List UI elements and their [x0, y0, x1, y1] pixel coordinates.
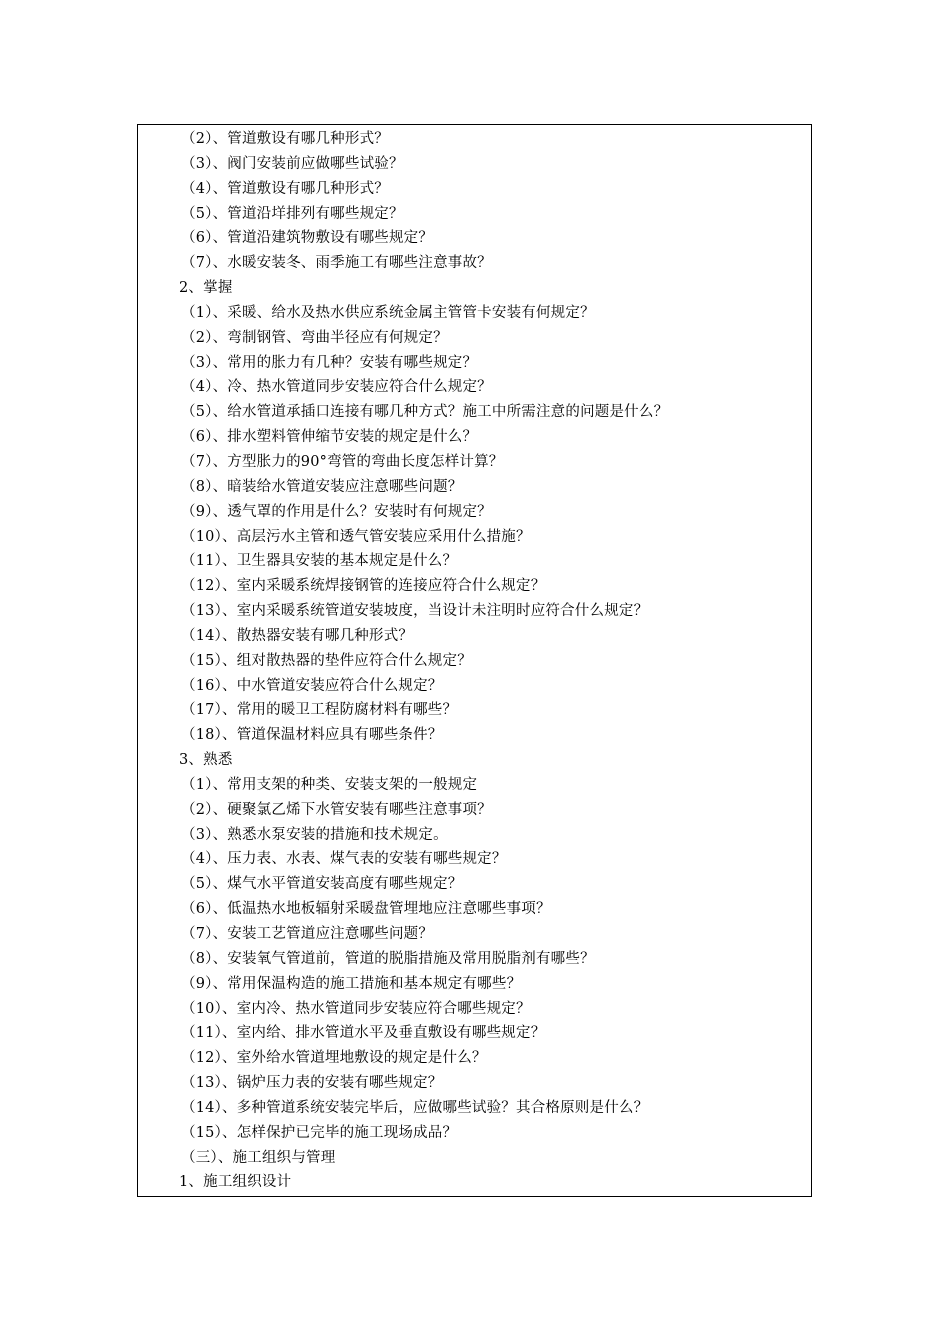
question-item: （1）、采暖、给水及热水供应系统金属主管管卡安装有何规定？ — [181, 304, 595, 321]
question-item: （1）、常用支架的种类、安装支架的一般规定 — [181, 776, 478, 793]
question-item: （14）、多种管道系统安装完毕后，应做哪些试验？其合格原则是什么？ — [181, 1099, 649, 1116]
question-item: （2）、弯制钢管、弯曲半径应有何规定？ — [181, 329, 448, 346]
question-item: （15）、怎样保护已完毕的施工现场成品？ — [181, 1124, 458, 1141]
question-item: （12）、室外给水管道埋地敷设的规定是什么？ — [181, 1050, 487, 1067]
question-item: （7）、安装工艺管道应注意哪些问题？ — [181, 926, 434, 942]
section-heading: 1、施工组织设计 — [179, 1174, 292, 1191]
question-item: （2）、硬聚氯乙烯下水管安装有哪些注意事项？ — [181, 801, 492, 818]
question-item: （3）、常用的胀力有几种？安装有哪些规定？ — [181, 354, 478, 371]
question-item: （10）、高层污水主管和透气管安装应采用什么措施？ — [181, 528, 531, 545]
question-item: （3）、阀门安装前应做哪些试验？ — [181, 155, 404, 172]
question-item: （3）、熟悉水泵安装的措施和技术规定。 — [181, 826, 448, 843]
question-item: （17）、常用的暖卫工程防腐材料有哪些？ — [181, 702, 458, 719]
question-item: （6）、低温热水地板辐射采暖盘管埋地应注意哪些事项？ — [181, 901, 551, 918]
section-heading: 2、掌握 — [179, 280, 233, 297]
question-item: （4）、压力表、水表、煤气表的安装有哪些规定？ — [181, 851, 507, 868]
content-table-cell — [137, 124, 812, 1197]
question-item: （8）、安装氧气管道前，管道的脱脂措施及常用脱脂剂有哪些？ — [181, 950, 595, 967]
question-item: （13）、锅炉压力表的安装有哪些规定？ — [181, 1075, 443, 1092]
question-item: （9）、透气罩的作用是什么？安装时有何规定？ — [181, 503, 492, 520]
question-item: （7）、方型胀力的90°弯管的弯曲长度怎样计算？ — [181, 453, 504, 470]
question-item: （10）、室内冷、热水管道同步安装应符合哪些规定？ — [181, 1000, 531, 1017]
question-item: （13）、室内采暖系统管道安装坡度，当设计未注明时应符合什么规定？ — [181, 603, 649, 620]
question-item: （5）、给水管道承插口连接有哪几种方式？施工中所需注意的问题是什么？ — [181, 404, 669, 421]
question-item: （11）、卫生器具安装的基本规定是什么？ — [181, 553, 458, 570]
question-item: （2）、管道敷设有哪几种形式？ — [181, 131, 389, 147]
question-item: （14）、散热器安装有哪几种形式？ — [181, 627, 414, 644]
question-item: （5）、煤气水平管道安装高度有哪些规定？ — [181, 876, 463, 893]
question-item: （12）、室内采暖系统焊接钢管的连接应符合什么规定？ — [181, 578, 546, 595]
question-item: （18）、管道保温材料应具有哪些条件？ — [181, 727, 443, 744]
question-item: （11）、室内给、排水管道水平及垂直敷设有哪些规定？ — [181, 1025, 546, 1042]
question-item: （4）、管道敷设有哪几种形式？ — [181, 180, 389, 197]
question-item: （5）、管道沿垟排列有哪些规定？ — [181, 205, 404, 222]
question-item: （15）、组对散热器的垫件应符合什么规定？ — [181, 652, 472, 669]
question-item: （7）、水暖安装冬、雨季施工有哪些注意事故？ — [181, 255, 492, 272]
question-item: （16）、中水管道安装应符合什么规定？ — [181, 677, 443, 694]
question-item: （6）、管道沿建筑物敷设有哪些规定？ — [181, 230, 434, 247]
question-item: （8）、暗装给水管道安装应注意哪些问题？ — [181, 478, 463, 495]
question-item: （6）、排水塑料管伸缩节安装的规定是什么？ — [181, 429, 478, 446]
section-heading: 3、熟悉 — [179, 752, 233, 769]
question-list — [181, 127, 811, 1195]
question-item: （4）、冷、热水管道同步安装应符合什么规定？ — [181, 379, 492, 396]
question-item: （三）、施工组织与管理 — [181, 1149, 336, 1166]
question-item: （9）、常用保温构造的施工措施和基本规定有哪些？ — [181, 975, 522, 992]
